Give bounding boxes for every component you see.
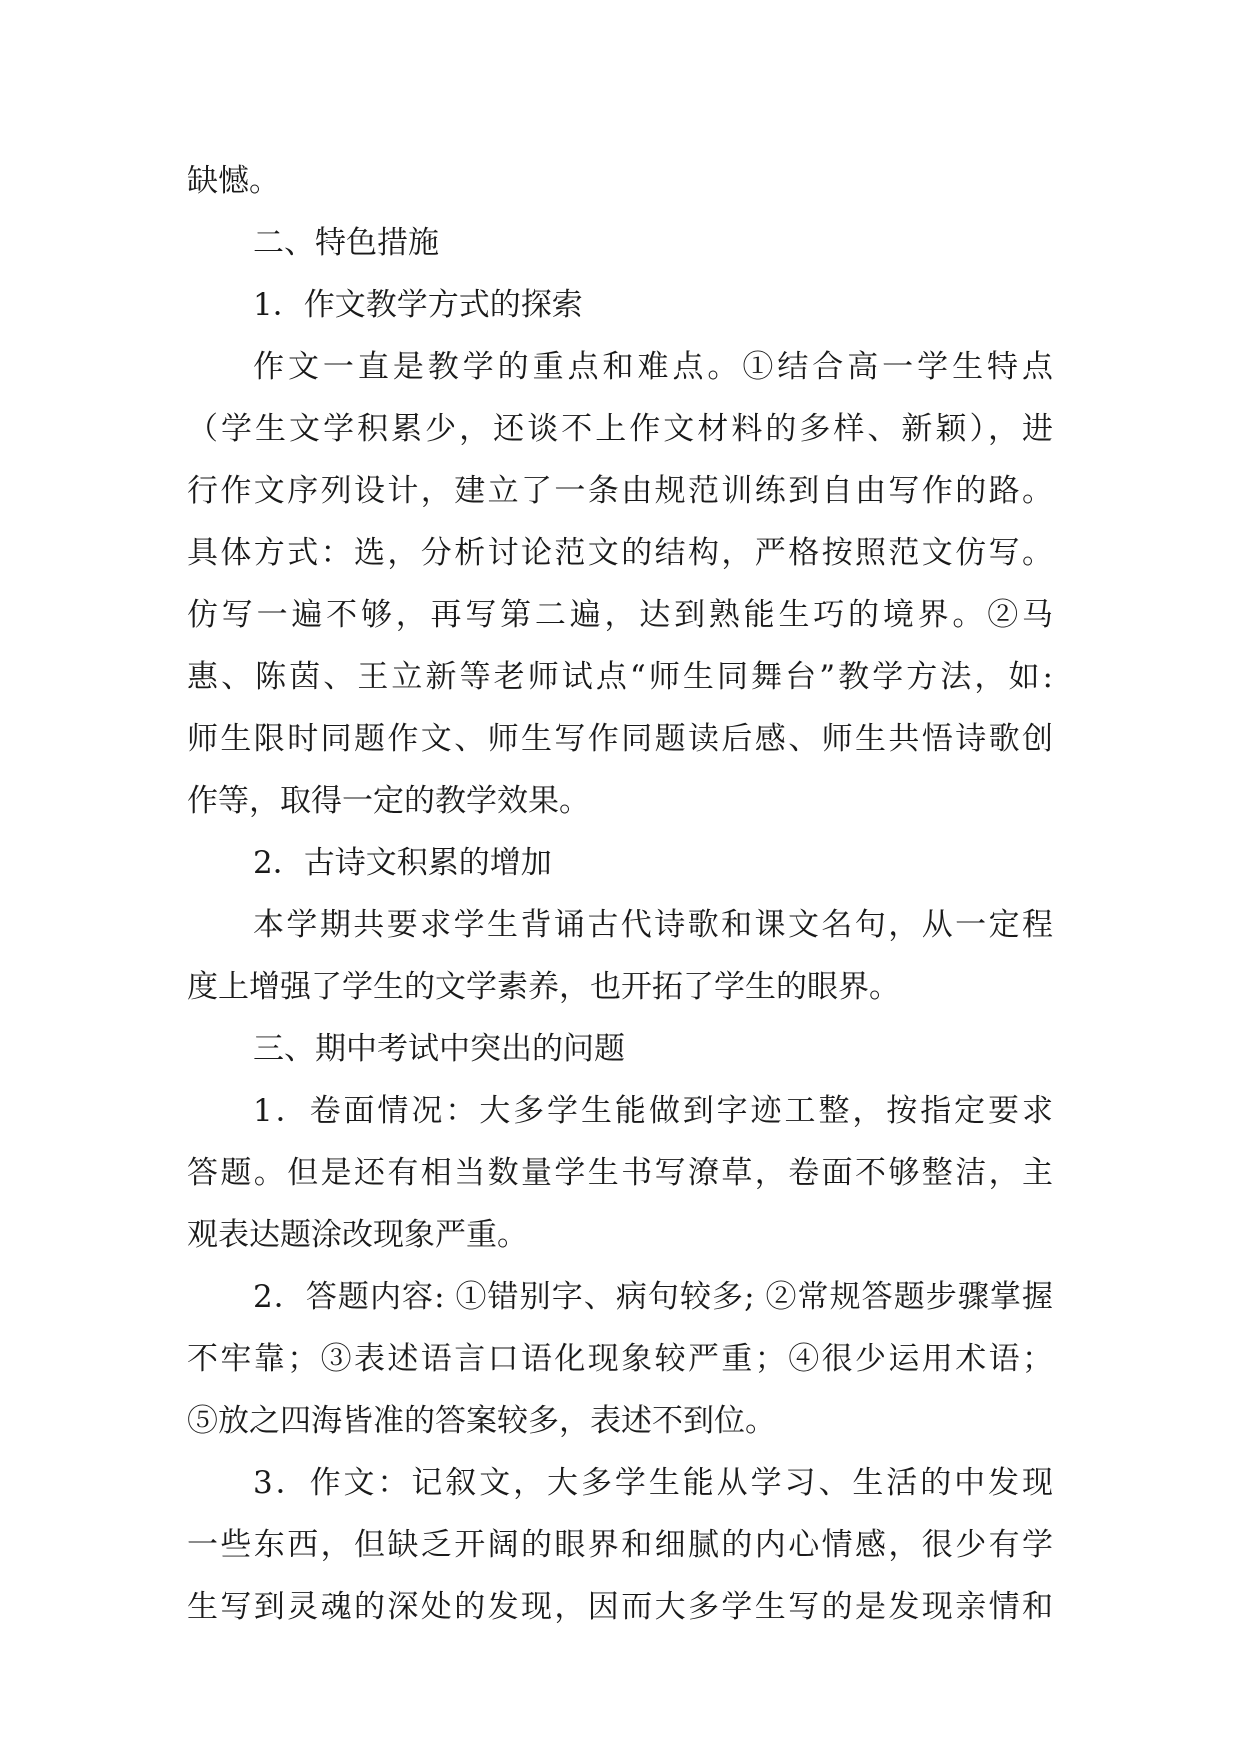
text-line: ⑤放之四海皆准的答案较多，表述不到位。 xyxy=(187,1403,776,1439)
text-line: 观表达题涂改现象严重。 xyxy=(187,1217,528,1253)
document-page xyxy=(187,150,1053,1638)
text-line: 答题。但是还有相当数量学生书写潦草，卷面不够整洁，主 xyxy=(187,1155,1053,1191)
text-line: 1．作文教学方式的探索 xyxy=(253,287,583,323)
text-line: 三、期中考试中突出的问题 xyxy=(253,1031,625,1067)
text-line: （学生文学积累少，还谈不上作文材料的多样、新颖），进 xyxy=(187,411,1053,447)
text-line: 具体方式：选，分析讨论范文的结构，严格按照范文仿写。 xyxy=(187,535,1053,571)
text-line: 一些东西，但缺乏开阔的眼界和细腻的内心情感，很少有学 xyxy=(187,1527,1053,1563)
text-line: 缺憾。 xyxy=(187,163,280,199)
text-line: 作文一直是教学的重点和难点。①结合高一学生特点 xyxy=(253,349,1053,385)
text-line: 生写到灵魂的深处的发现，因而大多学生写的是发现亲情和 xyxy=(187,1589,1053,1625)
text-line: 3．作文：记叙文，大多学生能从学习、生活的中发现 xyxy=(253,1465,1053,1501)
text-line: 度上增强了学生的文学素养，也开拓了学生的眼界。 xyxy=(187,969,900,1005)
text-line: 师生限时同题作文、师生写作同题读后感、师生共悟诗歌创 xyxy=(187,721,1053,757)
text-line: 行作文序列设计，建立了一条由规范训练到自由写作的路。 xyxy=(187,473,1053,509)
text-line: 本学期共要求学生背诵古代诗歌和课文名句，从一定程 xyxy=(253,907,1053,943)
text-line: 2．答题内容: ①错别字、病句较多; ②常规答题步骤掌握 xyxy=(253,1279,1053,1315)
text-line: 不牢靠；③表述语言口语化现象较严重；④很少运用术语； xyxy=(187,1341,1053,1377)
text-line: 作等，取得一定的教学效果。 xyxy=(187,783,590,819)
text-line: 二、特色措施 xyxy=(253,225,439,261)
text-line: 仿写一遍不够，再写第二遍，达到熟能生巧的境界。②马 xyxy=(187,597,1053,633)
text-line: 惠、陈茵、王立新等老师试点“师生同舞台”教学方法，如: xyxy=(187,659,1053,695)
text-line: 1．卷面情况：大多学生能做到字迹工整，按指定要求 xyxy=(253,1093,1053,1129)
text-line: 2．古诗文积累的增加 xyxy=(253,845,552,881)
